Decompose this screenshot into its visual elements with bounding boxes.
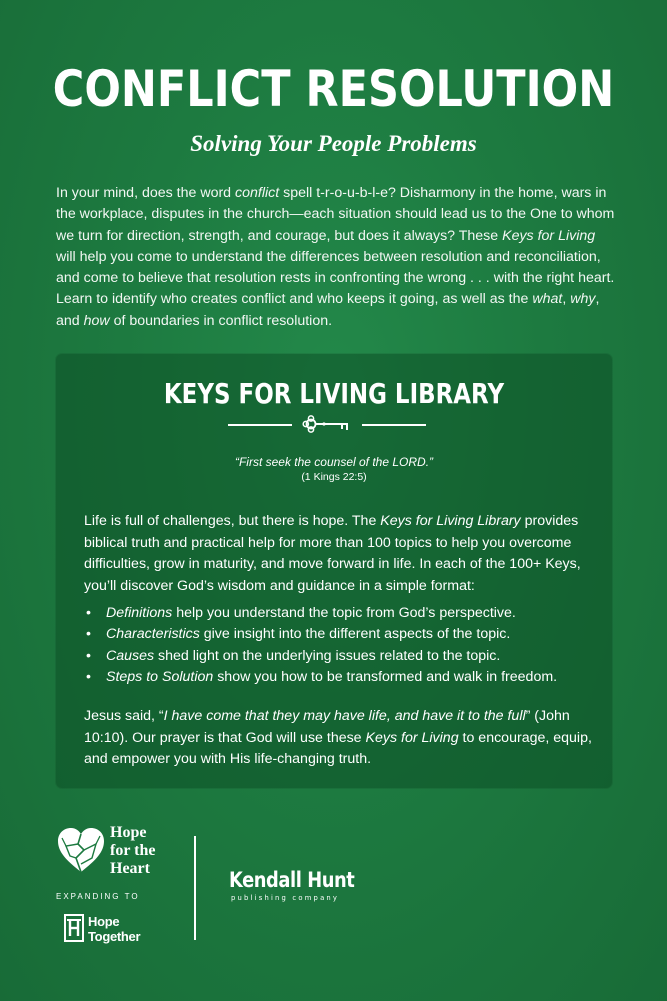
para2-em-keys: Keys for Living	[365, 729, 459, 746]
hope-for-the-heart-wordmark	[110, 824, 180, 878]
intro-text-3: will help you come to understand the differences between resolution and reconciliation, and come to believe that resolution rests in confronting the wrong . . . with the right heart. Learn to identify who creates conflict and who keeps it going, as well as the	[56, 248, 615, 308]
bullet-text: help you understand the topic from God’s perspective.	[172, 605, 516, 621]
para2-text-a: Jesus said, “	[84, 708, 164, 724]
intro-em-why: why	[570, 291, 596, 308]
para1-text-a: Life is full of challenges, but there is hope. The	[84, 513, 381, 529]
list-item	[86, 646, 596, 667]
intro-paragraph	[56, 183, 618, 332]
publisher-logos	[56, 820, 376, 950]
para1-em: Keys for Living Library	[380, 513, 521, 529]
hope-line-3: Heart	[110, 860, 150, 877]
para2-text-b: ” (John 10:10). Our prayer is that God will use these	[84, 708, 570, 746]
para1-text-b: provides biblical truth and practical help for more than 100 topics to help you overcome difficulties, grow in maturity, and move forward in life. In each of the 100+ Keys, you’ll discover God’s wisdom and guidance in a simple format:	[84, 513, 581, 594]
intro-sep-2: , and	[56, 291, 600, 329]
bullet-glyph: •	[86, 668, 91, 685]
para2-em-quote: I have come that they may have life, and have it to the full	[163, 708, 526, 724]
bullet-term: Causes	[106, 647, 155, 664]
bullet-term: Steps to Solution	[106, 668, 214, 685]
logo-divider	[194, 836, 196, 940]
list-item	[86, 624, 596, 645]
kendall-hunt-wordmark: Kendall Hunt	[229, 868, 355, 892]
expanding-to-label: EXPANDING TO	[56, 892, 140, 901]
bullet-text: show you how to be transformed and walk in freedom.	[213, 668, 558, 685]
hope-line-1: Hope	[110, 824, 147, 841]
intro-em-keys: Keys for Living	[502, 227, 596, 244]
scripture-reference: (1 Kings 22:5)	[301, 471, 367, 483]
page-subtitle: Solving Your People Problems	[190, 131, 477, 156]
intro-em-what: what	[532, 291, 563, 308]
bullet-term: Definitions	[106, 605, 173, 621]
hope-line-2: for the	[110, 842, 156, 859]
bullet-text: shed light on the underlying issues related to the topic.	[154, 647, 501, 664]
heart-logo-icon	[56, 826, 106, 876]
page-title: CONFLICT RESOLUTION	[52, 60, 615, 118]
bullet-term: Characteristics	[106, 626, 200, 643]
format-bullet-list	[86, 603, 596, 688]
intro-em-conflict: conflict	[235, 185, 280, 201]
intro-text-4: of boundaries in conflict resolution.	[109, 312, 333, 329]
together-line-1: Hope	[88, 914, 120, 929]
library-title: KEYS FOR LIVING LIBRARY	[163, 377, 505, 410]
bullet-glyph: •	[86, 605, 91, 621]
bullet-glyph: •	[86, 626, 91, 643]
hope-together-icon	[64, 914, 84, 942]
intro-text-2: spell t-r-o-u-b-l-e? Disharmony in the home, wars in the workplace, disputes in the church—each situation should lead us to the One to whom we turn for direction, strength, and courage, but does it always? These	[56, 185, 615, 244]
kendall-hunt-tagline: publishing company	[231, 894, 340, 902]
divider-rule-right	[362, 424, 426, 426]
divider-rule-left	[228, 424, 292, 426]
intro-sep-1: ,	[562, 291, 571, 308]
scripture-quote: “First seek the counsel of the LORD.”	[234, 455, 434, 469]
para2-text-c: to encourage, equip, and empower you with His life-changing truth.	[84, 729, 592, 767]
hope-together-wordmark	[88, 914, 178, 944]
intro-text-1: In your mind, does the word	[56, 185, 236, 201]
bullet-glyph: •	[86, 647, 91, 664]
together-line-2: Together	[88, 929, 141, 944]
list-item	[86, 603, 596, 624]
bullet-text: give insight into the different aspects of the topic.	[199, 626, 511, 643]
closing-paragraph	[84, 706, 594, 771]
list-item	[86, 667, 596, 688]
library-panel	[56, 354, 612, 788]
key-icon	[302, 413, 358, 435]
library-intro-paragraph	[84, 511, 594, 597]
intro-em-how: how	[83, 312, 110, 329]
